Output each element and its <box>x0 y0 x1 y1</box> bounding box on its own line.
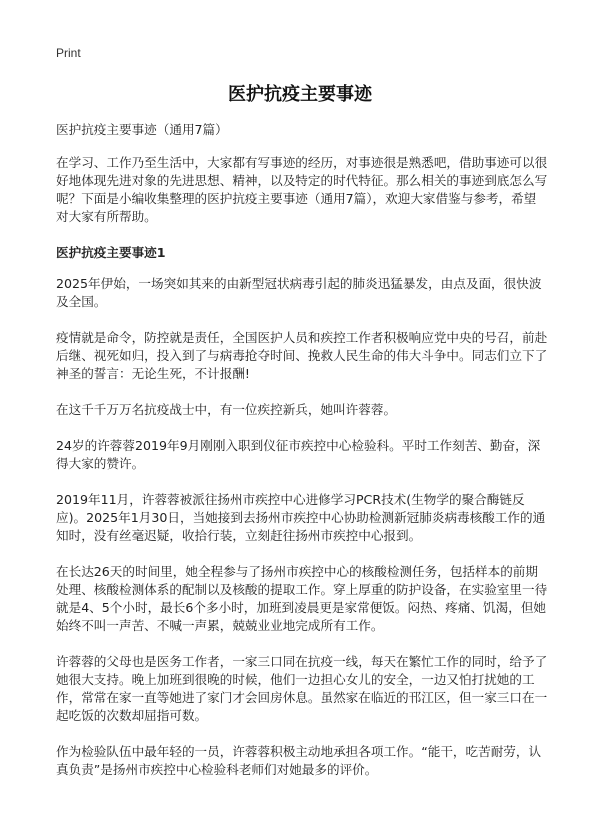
body-paragraph: 疫情就是命令，防控就是责任，全国医护人员和疾控工作者积极响应党中央的号召，前赴后继、视死如归，投入到了与病毒抢夺时间、挽救人民生命的伟大斗争中。同志们立下了神圣的誓言：无论生死，不计报酬! <box>56 330 548 381</box>
document-body <box>56 121 548 797</box>
body-paragraph: 作为检验队伍中最年轻的一员，许蓉蓉积极主动地承担各项工作。“能干，吃苦耐劳，认真负责”是扬州市疾控中心检验科老师们对她最多的评价。 <box>56 744 542 777</box>
document-subtitle: 医护抗疫主要事迹（通用7篇） <box>56 122 228 137</box>
body-paragraph: 在长达26天的时间里，她全程参与了扬州市疾控中心的核酸检测任务，包括样本的前期处理、核酸检测体系的配制以及核酸的提取工作。穿上厚重的防护设备，在实验室里一待就是4、5个小时，最长6个多小时，加班到凌晨更是家常便饭。闷热、疼痛、饥渴，但她始终不叫一声苦、不喊一声累，兢兢业业地完成所有工作。 <box>56 564 548 633</box>
body-paragraph: 许蓉蓉的父母也是医务工作者，一家三口同在抗疫一线，每天在繁忙工作的同时，给予了她很大支持。晚上加班到很晚的时候，他们一边担心女儿的安全，一边又怕打扰她的工作，常常在家一直等她进了家门才会回房休息。虽然家在临近的邗江区，但一家三口在一起吃饭的次数却屈指可数。 <box>56 654 548 723</box>
body-paragraph: 2025年伊始，一场突如其来的由新型冠状病毒引起的肺炎迅猛暴发，由点及面，很快波及全国。 <box>56 276 542 309</box>
document-title: 医护抗疫主要事迹 <box>228 84 372 105</box>
body-paragraph: 在这千千万万名抗疫战士中，有一位疾控新兵，她叫许蓉蓉。 <box>56 402 397 417</box>
intro-paragraph: 在学习、工作乃至生活中，大家都有写事迹的经历，对事迹很是熟悉吧，借助事迹可以很好地体现先进对象的先进思想、精神，以及特定的时代特征。那么相关的事迹到底怎么写呢？下面是小编收集整理的医护抗疫主要事迹（通用7篇），欢迎大家借鉴与参考，希望对大家有所帮助。 <box>56 155 548 224</box>
section-heading: 医护抗疫主要事迹1 <box>56 245 166 260</box>
body-paragraph: 24岁的许蓉蓉2019年9月刚刚入职到仪征市疾控中心检验科。平时工作刻苦、勤奋，深得大家的赞许。 <box>56 438 541 471</box>
body-paragraph: 2019年11月，许蓉蓉被派往扬州市疾控中心进修学习PCR技术(生物学的聚合酶链反应)。2025年1月30日，当她接到去扬州市疾控中心协助检测新冠肺炎病毒核酸工作的通知时，没有丝毫迟疑，收拾行装，立刻赶往扬州市疾控中心报到。 <box>56 492 546 543</box>
print-link[interactable]: Print <box>56 46 81 60</box>
